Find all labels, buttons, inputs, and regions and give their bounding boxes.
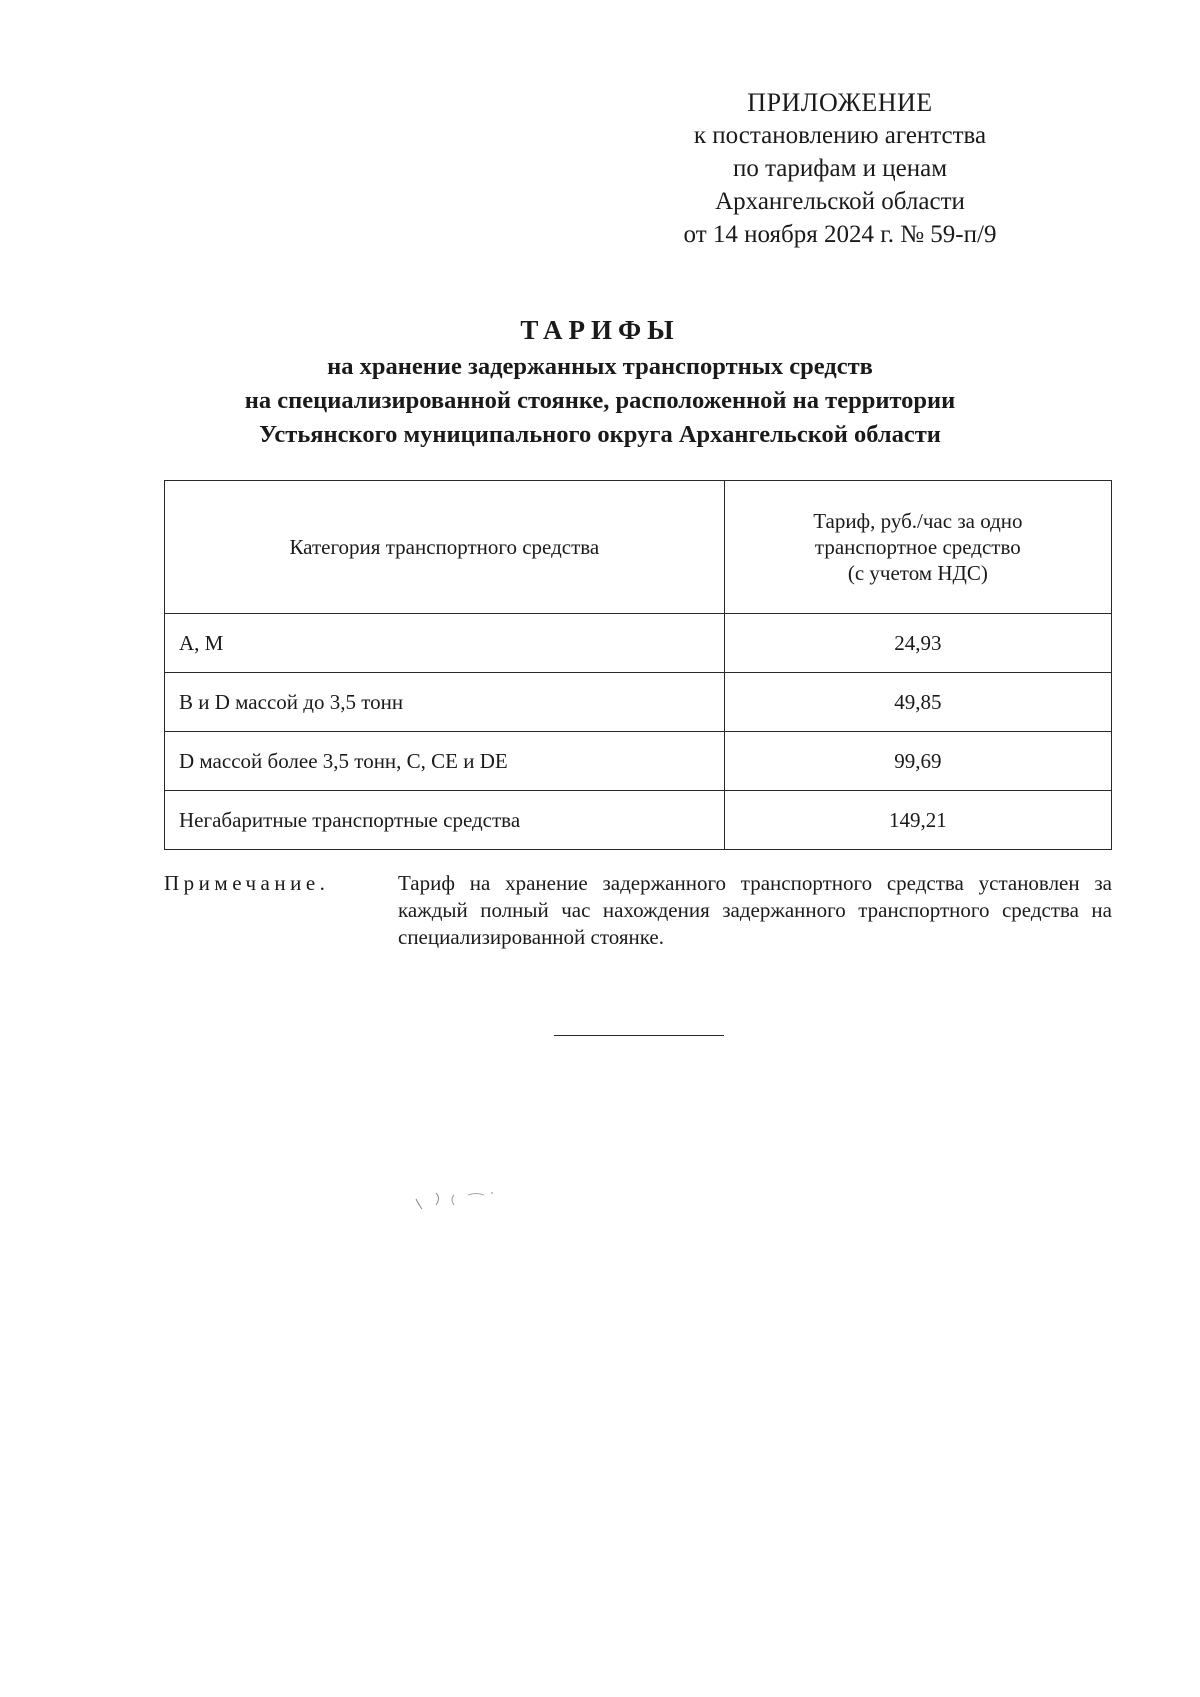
appendix-title: ПРИЛОЖЕНИЕ <box>747 88 933 117</box>
appendix-line-2: по тарифам и ценам <box>732 155 948 182</box>
category-cell: Негабаритные транспортные средства <box>165 791 725 850</box>
table-row <box>165 673 1112 732</box>
table-row <box>165 732 1112 791</box>
table-row <box>165 614 1112 673</box>
table-header <box>165 481 1112 614</box>
table-row <box>165 791 1112 850</box>
heading-line-3: Устьянского муниципального округа Архангельской области <box>259 421 941 448</box>
tariff-cell: 24,93 <box>724 614 1111 673</box>
note-text: Тариф на хранение задержанного транспортного средства установлен за каждый полный час нахождения задержанного транспортного средства на специализированной стоянке. <box>398 871 1112 949</box>
appendix-line-3: Архангельской области <box>715 188 965 215</box>
appendix-block <box>640 86 1040 251</box>
appendix-line-4: от 14 ноября 2024 г. № 59-п/9 <box>683 221 997 248</box>
category-cell: A, M <box>165 614 725 673</box>
tariff-cell: 99,69 <box>724 732 1111 791</box>
category-cell: B и D массой до 3,5 тонн <box>165 673 725 732</box>
note-label: Примечание. <box>164 871 330 895</box>
tariff-cell: 149,21 <box>724 791 1111 850</box>
scan-artifact-marks <box>410 1185 540 1215</box>
heading-line-1: на хранение задержанных транспортных средств <box>327 353 873 380</box>
table-header-row <box>165 481 1112 614</box>
header-tariff-line-2: транспортное средство <box>814 535 1021 559</box>
heading-line-2: на специализированной стоянке, расположенной на территории <box>244 387 956 414</box>
category-cell: D массой более 3,5 тонн, C, CE и DE <box>165 732 725 791</box>
document-title: ТАРИФЫ <box>520 315 680 345</box>
tariff-table <box>164 480 1112 850</box>
header-category: Категория транспортного средства <box>165 481 725 614</box>
header-tariff <box>724 481 1111 614</box>
header-tariff-line-3: (с учетом НДС) <box>847 561 988 585</box>
document-heading <box>150 312 1050 452</box>
tariff-cell: 49,85 <box>724 673 1111 732</box>
appendix-line-1: к постановлению агентства <box>693 122 987 149</box>
closing-divider <box>554 1035 724 1036</box>
header-tariff-line-1: Тариф, руб./час за одно <box>813 509 1023 533</box>
table-body <box>165 614 1112 850</box>
